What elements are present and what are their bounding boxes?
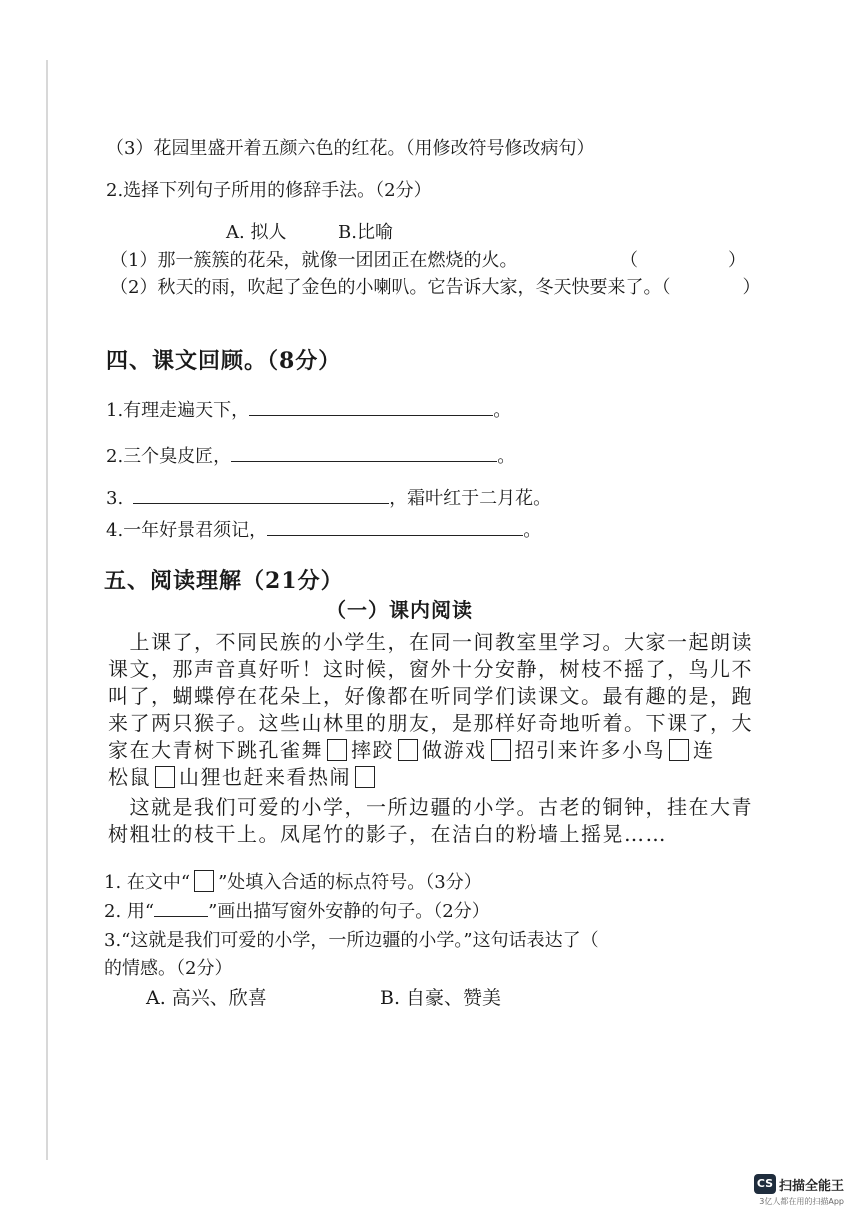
question-3-item: （3）花园里盛开着五颜六色的红花。（用修改符号修改病句） <box>106 138 595 159</box>
reading-question-3-cont: 的情感。（2分） <box>104 958 233 979</box>
section-4-title: 四、课文回顾。（8分） <box>106 348 342 374</box>
sentence-1-answer-parens[interactable]: （ ） <box>620 250 746 271</box>
rq1-prefix: 1. 在文中“ <box>104 872 191 893</box>
rq1-suffix: ”处填入合适的标点符号。（3分） <box>218 872 482 893</box>
sentence-1 <box>110 246 517 272</box>
rq3-option-a: A. 高兴、欣喜 <box>146 987 267 1009</box>
passage-5-d: 招引来许多小鸟 <box>514 738 665 762</box>
recall-1-end: 。 <box>493 400 512 421</box>
rq2-prefix: 2. 用“ <box>104 901 155 922</box>
option-a: A. 拟人 <box>226 222 287 243</box>
recall-2-blank[interactable] <box>231 447 497 462</box>
sentence-1-text: （1）那一簇簇的花朵，就像一团团正在燃烧的火。 <box>110 250 518 271</box>
camscanner-name: 扫描全能王 <box>778 1178 844 1194</box>
reading-question-1 <box>104 868 482 894</box>
recall-4-prompt: 4.一年好景君须记， <box>106 520 268 541</box>
punctuation-box-6[interactable] <box>355 766 375 788</box>
passage-line-8: 树粗壮的枝干上。凤尾竹的影子，在洁白的粉墙上摇晃…… <box>108 822 667 846</box>
passage-6-b: 山狸也赶来看热闹 <box>179 765 351 789</box>
punctuation-box-3[interactable] <box>491 739 511 761</box>
sentence-2 <box>110 273 760 299</box>
recall-line-3 <box>106 484 551 510</box>
punctuation-box-1[interactable] <box>327 739 347 761</box>
recall-4-blank[interactable] <box>267 521 523 536</box>
recall-2-prompt: 2.三个臭皮匠， <box>106 446 232 467</box>
section-5-title: 五、阅读理解（21分） <box>104 568 344 594</box>
reading-subtitle: （一）课内阅读 <box>326 598 473 622</box>
rq3-option-b: B. 自豪、赞美 <box>380 987 502 1009</box>
page-edge-shadow <box>46 60 48 1160</box>
question-2-prompt: 2.选择下列句子所用的修辞手法。（2分） <box>106 180 432 201</box>
recall-2-end: 。 <box>497 446 516 467</box>
passage-line-1: 上课了，不同民族的小学生，在同一间教室里学习。大家一起朗读 <box>108 630 753 654</box>
option-b: B.比喻 <box>338 222 393 243</box>
passage-line-7: 这就是我们可爱的小学，一所边疆的小学。古老的铜钟，挂在大青 <box>108 795 753 819</box>
recall-3-end: ，霜叶红于二月花。 <box>389 488 552 509</box>
recall-1-prompt: 1.有理走遍天下， <box>106 400 250 421</box>
passage-5-e: 连 <box>693 738 715 762</box>
reading-question-2 <box>104 897 490 923</box>
passage-line-4: 来了两只猴子。这些山林里的朋友，是那样好奇地听着。下课了，大 <box>108 711 753 735</box>
camscanner-tagline: 3亿人都在用的扫描App <box>759 1197 844 1206</box>
rq1-box-symbol <box>194 870 214 892</box>
sentence-2-text: （2）秋天的雨，吹起了金色的小喇叭。它告诉大家，冬天快要来了。 <box>110 277 662 298</box>
recall-1-blank[interactable] <box>249 401 493 416</box>
camscanner-logo-icon: CS <box>754 1174 776 1194</box>
recall-3-blank[interactable] <box>133 489 389 504</box>
reading-question-3: 3.“这就是我们可爱的小学，一所边疆的小学。”这句话表达了（ <box>104 930 599 951</box>
passage-5-a: 家在大青树下跳孔雀舞 <box>108 738 323 762</box>
recall-line-1 <box>106 396 511 422</box>
passage-line-5 <box>108 734 715 763</box>
scanner-watermark <box>754 1174 844 1208</box>
passage-5-c: 做游戏 <box>422 738 487 762</box>
recall-4-end: 。 <box>523 520 542 541</box>
passage-line-2: 课文，那声音真好听！这时候，窗外十分安静，树枝不摇了，鸟儿不 <box>108 657 753 681</box>
passage-line-3: 叫了，蝴蝶停在花朵上，好像都在听同学们读课文。最有趣的是，跑 <box>108 684 753 708</box>
punctuation-box-2[interactable] <box>398 739 418 761</box>
rq2-underline-symbol <box>154 902 208 917</box>
passage-line-6 <box>108 761 379 790</box>
recall-line-2 <box>106 442 515 468</box>
punctuation-box-4[interactable] <box>669 739 689 761</box>
recall-line-4 <box>106 516 541 542</box>
passage-5-b: 摔跤 <box>351 738 394 762</box>
sentence-2-answer-parens[interactable]: （ ） <box>661 277 761 298</box>
recall-3-prompt: 3. <box>106 488 124 509</box>
rq2-suffix: ”画出描写窗外安静的句子。（2分） <box>208 901 490 922</box>
punctuation-box-5[interactable] <box>155 766 175 788</box>
passage-6-a: 松鼠 <box>108 765 151 789</box>
